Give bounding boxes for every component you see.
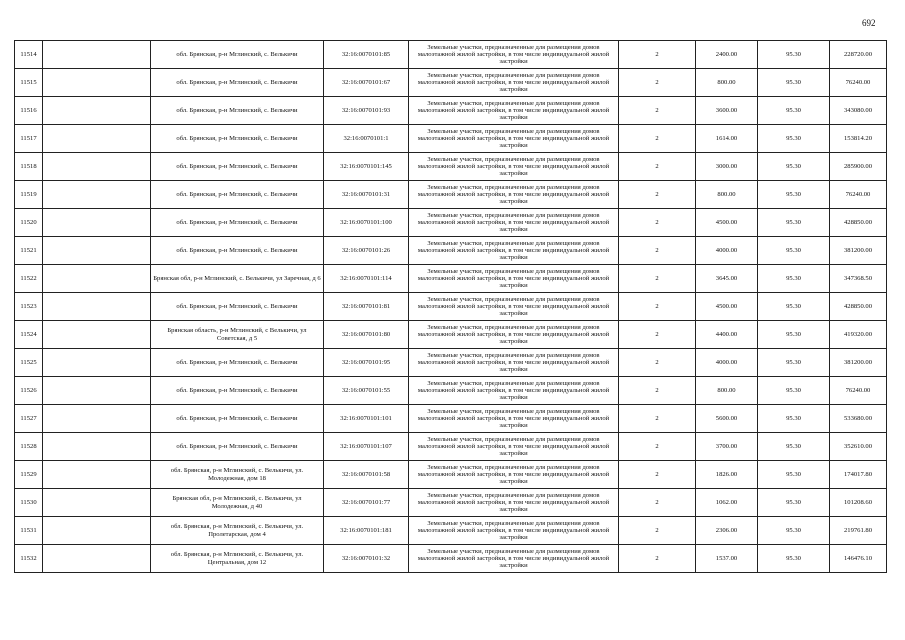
land-purpose-cell: Земельные участки, предназначенные для размещения домов малоэтажной жилой застройки, в том числе индивидуальной жилой застройки — [409, 433, 619, 461]
row-number: 11516 — [15, 97, 43, 125]
empty-cell — [43, 461, 151, 489]
cadastral-value-cell: 76240.00 — [830, 181, 887, 209]
address-cell: обл. Брянская, р-н Мглинский, с. Велькичи — [151, 349, 324, 377]
row-number: 11525 — [15, 349, 43, 377]
land-purpose-cell: Земельные участки, предназначенные для размещения домов малоэтажной жилой застройки, в том числе индивидуальной жилой застройки — [409, 69, 619, 97]
cadastral-value-cell: 419320.00 — [830, 321, 887, 349]
address-cell: обл. Брянская, р-н Мглинский, с. Велькичи — [151, 405, 324, 433]
cadastral-number-cell: 32:16:0070101:93 — [324, 97, 409, 125]
cadastral-value-cell: 428850.00 — [830, 209, 887, 237]
cadastral-value-cell: 428850.00 — [830, 293, 887, 321]
row-number: 11526 — [15, 377, 43, 405]
rate-cell: 95.30 — [758, 545, 830, 573]
land-purpose-cell: Земельные участки, предназначенные для размещения домов малоэтажной жилой застройки, в том числе индивидуальной жилой застройки — [409, 349, 619, 377]
cadastral-value-cell: 381200.00 — [830, 237, 887, 265]
table-row — [15, 461, 887, 489]
cadastral-number-cell: 32:16:0070101:26 — [324, 237, 409, 265]
area-cell: 4400.00 — [696, 321, 758, 349]
rate-cell: 95.30 — [758, 433, 830, 461]
rate-cell: 95.30 — [758, 293, 830, 321]
rate-cell: 95.30 — [758, 237, 830, 265]
rate-cell: 95.30 — [758, 69, 830, 97]
row-number: 11522 — [15, 265, 43, 293]
row-number: 11515 — [15, 69, 43, 97]
cadastral-value-cell: 228720.00 — [830, 41, 887, 69]
area-cell: 1614.00 — [696, 125, 758, 153]
rate-cell: 95.30 — [758, 321, 830, 349]
table-row — [15, 405, 887, 433]
group-cell: 2 — [619, 405, 696, 433]
group-cell: 2 — [619, 461, 696, 489]
cadastral-value-cell: 285900.00 — [830, 153, 887, 181]
land-purpose-cell: Земельные участки, предназначенные для размещения домов малоэтажной жилой застройки, в том числе индивидуальной жилой застройки — [409, 265, 619, 293]
empty-cell — [43, 209, 151, 237]
cadastral-number-cell: 32:16:0070101:85 — [324, 41, 409, 69]
empty-cell — [43, 181, 151, 209]
cadastral-number-cell: 32:16:0070101:145 — [324, 153, 409, 181]
cadastral-number-cell: 32:16:0070101:81 — [324, 293, 409, 321]
address-cell: обл. Брянская, р-н Мглинский, с. Велькичи — [151, 209, 324, 237]
land-purpose-cell: Земельные участки, предназначенные для размещения домов малоэтажной жилой застройки, в том числе индивидуальной жилой застройки — [409, 489, 619, 517]
table-row — [15, 489, 887, 517]
land-purpose-cell: Земельные участки, предназначенные для размещения домов малоэтажной жилой застройки, в том числе индивидуальной жилой застройки — [409, 377, 619, 405]
cadastral-value-cell: 101208.60 — [830, 489, 887, 517]
empty-cell — [43, 293, 151, 321]
table-row — [15, 349, 887, 377]
rate-cell: 95.30 — [758, 125, 830, 153]
area-cell: 3645.00 — [696, 265, 758, 293]
land-purpose-cell: Земельные участки, предназначенные для размещения домов малоэтажной жилой застройки, в том числе индивидуальной жилой застройки — [409, 293, 619, 321]
address-cell: обл. Брянская, р-н Мглинский, с. Велькичи — [151, 181, 324, 209]
empty-cell — [43, 433, 151, 461]
cadastral-value-cell: 76240.00 — [830, 69, 887, 97]
row-number: 11518 — [15, 153, 43, 181]
area-cell: 800.00 — [696, 377, 758, 405]
cadastral-value-cell: 146476.10 — [830, 545, 887, 573]
table-row — [15, 41, 887, 69]
land-purpose-cell: Земельные участки, предназначенные для размещения домов малоэтажной жилой застройки, в том числе индивидуальной жилой застройки — [409, 153, 619, 181]
cadastral-number-cell: 32:16:0070101:181 — [324, 517, 409, 545]
group-cell: 2 — [619, 349, 696, 377]
empty-cell — [43, 237, 151, 265]
address-cell: обл. Брянская, р-н Мглинский, с. Велькичи — [151, 237, 324, 265]
group-cell: 2 — [619, 489, 696, 517]
group-cell: 2 — [619, 321, 696, 349]
address-cell: обл. Брянская, р-н Мглинский, с. Велькичи — [151, 153, 324, 181]
cadastral-number-cell: 32:16:0070101:80 — [324, 321, 409, 349]
group-cell: 2 — [619, 377, 696, 405]
group-cell: 2 — [619, 69, 696, 97]
empty-cell — [43, 69, 151, 97]
cadastral-number-cell: 32:16:0070101:107 — [324, 433, 409, 461]
address-cell: Брянская область, р-н Мглинский, с Велькичи, ул Советская, д 5 — [151, 321, 324, 349]
land-purpose-cell: Земельные участки, предназначенные для размещения домов малоэтажной жилой застройки, в том числе индивидуальной жилой застройки — [409, 209, 619, 237]
table-row — [15, 265, 887, 293]
land-purpose-cell: Земельные участки, предназначенные для размещения домов малоэтажной жилой застройки, в том числе индивидуальной жилой застройки — [409, 321, 619, 349]
empty-cell — [43, 41, 151, 69]
empty-cell — [43, 517, 151, 545]
cadastral-value-cell: 174017.80 — [830, 461, 887, 489]
empty-cell — [43, 349, 151, 377]
rate-cell: 95.30 — [758, 517, 830, 545]
empty-cell — [43, 265, 151, 293]
row-number: 11519 — [15, 181, 43, 209]
group-cell: 2 — [619, 517, 696, 545]
area-cell: 800.00 — [696, 181, 758, 209]
page-number: 692 — [862, 18, 876, 28]
table-row — [15, 517, 887, 545]
cadastral-value-cell: 352610.00 — [830, 433, 887, 461]
row-number: 11520 — [15, 209, 43, 237]
table-row — [15, 321, 887, 349]
empty-cell — [43, 153, 151, 181]
row-number: 11530 — [15, 489, 43, 517]
land-purpose-cell: Земельные участки, предназначенные для размещения домов малоэтажной жилой застройки, в том числе индивидуальной жилой застройки — [409, 545, 619, 573]
empty-cell — [43, 377, 151, 405]
area-cell: 800.00 — [696, 69, 758, 97]
cadastral-number-cell: 32:16:0070101:31 — [324, 181, 409, 209]
row-number: 11529 — [15, 461, 43, 489]
table-row — [15, 97, 887, 125]
cadastral-number-cell: 32:16:0070101:100 — [324, 209, 409, 237]
table-row — [15, 181, 887, 209]
empty-cell — [43, 489, 151, 517]
row-number: 11531 — [15, 517, 43, 545]
row-number: 11528 — [15, 433, 43, 461]
cadastral-number-cell: 32:16:0070101:95 — [324, 349, 409, 377]
address-cell: Брянская обл, р-н Мглинский, с. Велькичи, ул Молодежная, д 40 — [151, 489, 324, 517]
address-cell: обл. Брянская, р-н Мглинский, с. Велькичи — [151, 69, 324, 97]
cadastral-value-cell: 347368.50 — [830, 265, 887, 293]
group-cell: 2 — [619, 237, 696, 265]
land-purpose-cell: Земельные участки, предназначенные для размещения домов малоэтажной жилой застройки, в том числе индивидуальной жилой застройки — [409, 405, 619, 433]
table-row — [15, 237, 887, 265]
row-number: 11517 — [15, 125, 43, 153]
address-cell: обл. Брянская, р-н Мглинский, с. Велькичи — [151, 41, 324, 69]
table-row — [15, 377, 887, 405]
empty-cell — [43, 97, 151, 125]
area-cell: 5600.00 — [696, 405, 758, 433]
cadastral-number-cell: 32:16:0070101:1 — [324, 125, 409, 153]
area-cell: 4000.00 — [696, 237, 758, 265]
land-purpose-cell: Земельные участки, предназначенные для размещения домов малоэтажной жилой застройки, в том числе индивидуальной жилой застройки — [409, 41, 619, 69]
cadastral-number-cell: 32:16:0070101:101 — [324, 405, 409, 433]
rate-cell: 95.30 — [758, 377, 830, 405]
rate-cell: 95.30 — [758, 209, 830, 237]
area-cell: 4500.00 — [696, 209, 758, 237]
cadastral-number-cell: 32:16:0070101:55 — [324, 377, 409, 405]
area-cell: 4000.00 — [696, 349, 758, 377]
address-cell: обл. Брянская, р-н Мглинский, с. Велькичи — [151, 377, 324, 405]
empty-cell — [43, 405, 151, 433]
table-row — [15, 433, 887, 461]
cadastral-value-cell: 76240.00 — [830, 377, 887, 405]
row-number: 11514 — [15, 41, 43, 69]
group-cell: 2 — [619, 545, 696, 573]
area-cell: 1826.00 — [696, 461, 758, 489]
area-cell: 1062.00 — [696, 489, 758, 517]
cadastral-value-cell: 381200.00 — [830, 349, 887, 377]
address-cell: обл. Брянская, р-н Мглинский, с. Велькичи — [151, 433, 324, 461]
row-number: 11527 — [15, 405, 43, 433]
cadastral-value-cell: 153814.20 — [830, 125, 887, 153]
area-cell: 4500.00 — [696, 293, 758, 321]
group-cell: 2 — [619, 209, 696, 237]
group-cell: 2 — [619, 41, 696, 69]
table-row — [15, 209, 887, 237]
address-cell: обл. Брянская, р-н Мглинский, с. Велькичи — [151, 293, 324, 321]
group-cell: 2 — [619, 153, 696, 181]
address-cell: обл. Брянская, р-н Мглинский, с. Велькичи, ул. Пролетарская, дом 4 — [151, 517, 324, 545]
area-cell: 3000.00 — [696, 153, 758, 181]
group-cell: 2 — [619, 181, 696, 209]
group-cell: 2 — [619, 433, 696, 461]
rate-cell: 95.30 — [758, 265, 830, 293]
address-cell: обл. Брянская, р-н Мглинский, с. Велькичи, ул. Молодежная, дом 18 — [151, 461, 324, 489]
row-number: 11524 — [15, 321, 43, 349]
land-purpose-cell: Земельные участки, предназначенные для размещения домов малоэтажной жилой застройки, в том числе индивидуальной жилой застройки — [409, 97, 619, 125]
area-cell: 2306.00 — [696, 517, 758, 545]
row-number: 11532 — [15, 545, 43, 573]
group-cell: 2 — [619, 293, 696, 321]
table-row — [15, 153, 887, 181]
row-number: 11523 — [15, 293, 43, 321]
cadastral-number-cell: 32:16:0070101:58 — [324, 461, 409, 489]
rate-cell: 95.30 — [758, 349, 830, 377]
row-number: 11521 — [15, 237, 43, 265]
rate-cell: 95.30 — [758, 489, 830, 517]
address-cell: обл. Брянская, р-н Мглинский, с. Велькичи, ул. Центральная, дом 12 — [151, 545, 324, 573]
table-body — [15, 41, 887, 573]
area-cell: 3700.00 — [696, 433, 758, 461]
address-cell: обл. Брянская, р-н Мглинский, с. Велькичи — [151, 97, 324, 125]
rate-cell: 95.30 — [758, 181, 830, 209]
table-row — [15, 69, 887, 97]
address-cell: обл. Брянская, р-н Мглинский, с. Велькичи — [151, 125, 324, 153]
area-cell: 2400.00 — [696, 41, 758, 69]
cadastral-number-cell: 32:16:0070101:77 — [324, 489, 409, 517]
table-row — [15, 545, 887, 573]
rate-cell: 95.30 — [758, 461, 830, 489]
cadastral-value-cell: 343080.00 — [830, 97, 887, 125]
land-purpose-cell: Земельные участки, предназначенные для размещения домов малоэтажной жилой застройки, в том числе индивидуальной жилой застройки — [409, 181, 619, 209]
cadastral-number-cell: 32:16:0070101:67 — [324, 69, 409, 97]
land-purpose-cell: Земельные участки, предназначенные для размещения домов малоэтажной жилой застройки, в том числе индивидуальной жилой застройки — [409, 517, 619, 545]
empty-cell — [43, 321, 151, 349]
rate-cell: 95.30 — [758, 97, 830, 125]
rate-cell: 95.30 — [758, 153, 830, 181]
cadastral-number-cell: 32:16:0070101:32 — [324, 545, 409, 573]
rate-cell: 95.30 — [758, 41, 830, 69]
cadastral-value-cell: 533680.00 — [830, 405, 887, 433]
land-purpose-cell: Земельные участки, предназначенные для размещения домов малоэтажной жилой застройки, в том числе индивидуальной жилой застройки — [409, 237, 619, 265]
area-cell: 1537.00 — [696, 545, 758, 573]
group-cell: 2 — [619, 265, 696, 293]
cadastral-number-cell: 32:16:0070101:114 — [324, 265, 409, 293]
empty-cell — [43, 125, 151, 153]
cadastral-value-cell: 219761.80 — [830, 517, 887, 545]
table-row — [15, 125, 887, 153]
rate-cell: 95.30 — [758, 405, 830, 433]
empty-cell — [43, 545, 151, 573]
group-cell: 2 — [619, 97, 696, 125]
land-purpose-cell: Земельные участки, предназначенные для размещения домов малоэтажной жилой застройки, в том числе индивидуальной жилой застройки — [409, 461, 619, 489]
land-registry-table — [14, 40, 887, 573]
table-row — [15, 293, 887, 321]
address-cell: Брянская обл, р-н Мглинский, с. Велькичи, ул Заречная, д 6 — [151, 265, 324, 293]
area-cell: 3600.00 — [696, 97, 758, 125]
land-purpose-cell: Земельные участки, предназначенные для размещения домов малоэтажной жилой застройки, в том числе индивидуальной жилой застройки — [409, 125, 619, 153]
group-cell: 2 — [619, 125, 696, 153]
